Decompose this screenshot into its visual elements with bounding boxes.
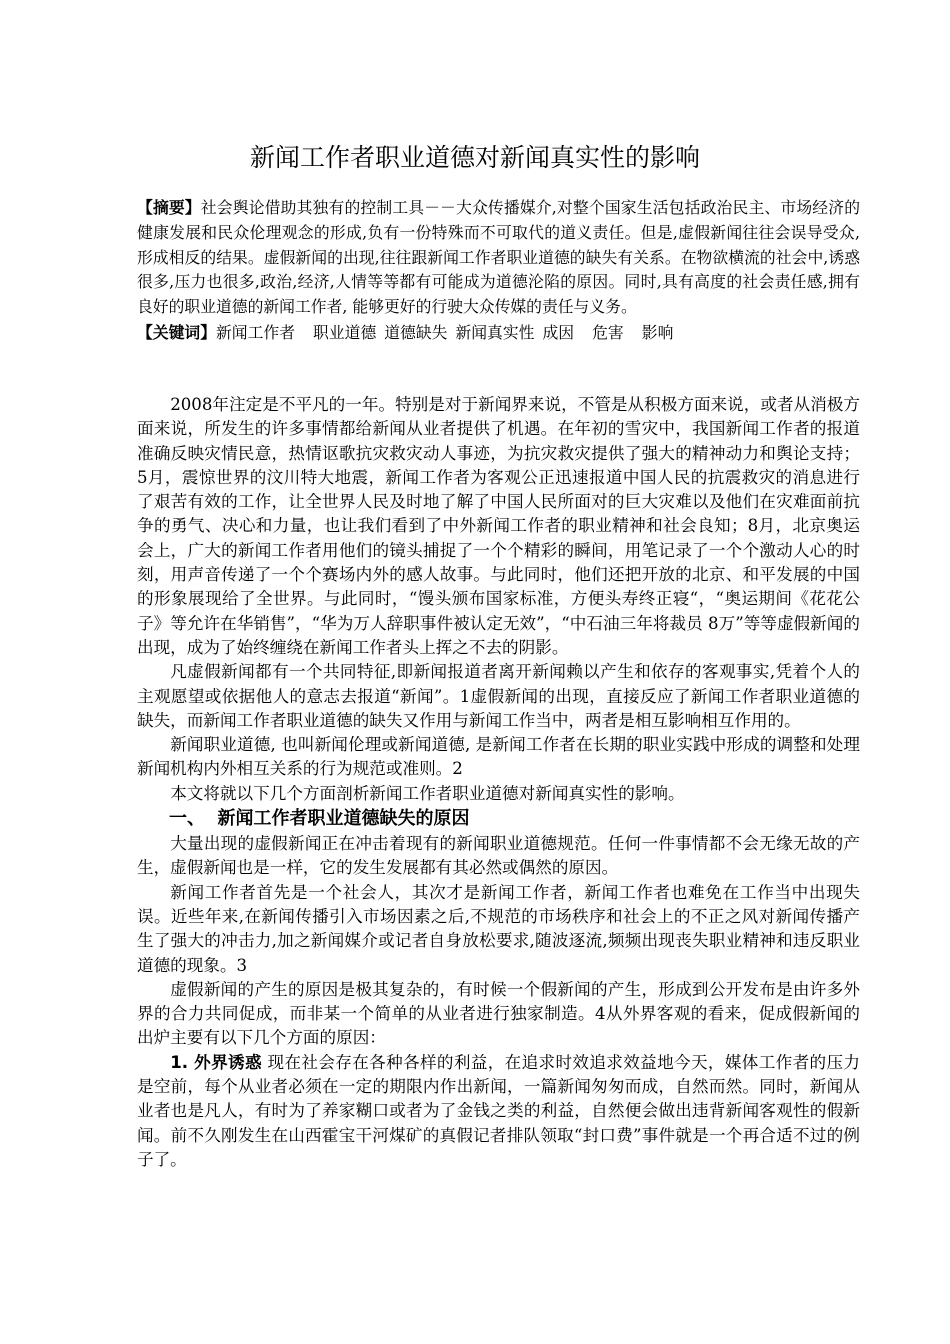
abstract-block: [137, 196, 860, 372]
keyword: 职业道德: [313, 322, 377, 342]
abstract-label: 【摘要】: [137, 198, 201, 217]
subsection-text: 现在社会存在各种各样的利益，在追求时效追求效益地今天，媒体工作者的压力是空前，每个从业者必须在一定的期限内作出新闻，一篇新闻匆匆而成，自然而然。同时，新闻从业者也是凡人，有时为了养家糊口或者为了金钱之类的利益，自然便会做出违背新闻客观性的假新闻。前不久刚发生在山西霍宝干河煤矿的真假记者排队领取“封口费”事件就是一个再合适不过的例子了。: [137, 1052, 860, 1169]
body-paragraph: 虚假新闻的产生的原因是极其复杂的，有时候一个假新闻的产生，形成到公开发布是由许多外界的合力共同促成，而非某一个简单的从业者进行独家制造。4从外界客观的看来，促成假新闻的出炉主要有以下几个方面的原因：: [137, 979, 860, 1048]
main-body: [137, 393, 860, 1172]
body-paragraph: 新闻职业道德, 也叫新闻伦理或新闻道德, 是新闻工作者在长期的职业实践中形成的调整和处理新闻机构内外相互关系的行为规范或准则。2: [137, 735, 860, 779]
keyword: 新闻工作者: [216, 322, 295, 342]
keywords-label: 【关键词】: [137, 322, 216, 342]
page-title: 新闻工作者职业道德对新闻真实性的影响: [249, 143, 700, 172]
keyword: 道德缺失: [384, 322, 448, 342]
abstract-paragraph: [137, 196, 860, 320]
body-paragraph: 新闻工作者首先是一个社会人，其次才是新闻工作者，新闻工作者也难免在工作当中出现失误。近些年来,在新闻传播引入市场因素之后,不规范的市场秩序和社会上的不正之风对新闻传播产生了强大的冲击力,加之新闻媒介或记者自身放松要求,随波逐流,频频出现丧失职业精神和违反职业道德的现象。3: [137, 882, 860, 975]
abstract-text: 社会舆论借助其独有的控制工具－－大众传播媒介,对整个国家生活包括政治民主、市场经济的健康发展和民众伦理观念的形成,负有一份特殊而不可取代的道义责任。但是,虚假新闻往往会误导受众,形成相反的结果。虚假新闻的出现,往往跟新闻工作者职业道德的缺失有关系。在物欲横流的社会中,诱惑很多,压力也很多,政治,经济,人情等等都有可能成为道德沦陷的原因。同时,具有高度的社会责任感,拥有良好的职业道德的新闻工作者, 能够更好的行驶大众传媒的责任与义务。: [137, 198, 860, 317]
body-paragraph: 2008年注定是不平凡的一年。特别是对于新闻界来说，不管是从积极方面来说，或者从消极方面来说，所发生的许多事情都给新闻从业者提供了机遇。在年初的雪灾中，我国新闻工作者的报道准确反映灾情民意，热情讴歌抗灾救灾动人事迹，为抗灾救灾提供了强大的精神动力和舆论支持；5月，震惊世界的汶川特大地震，新闻工作者为客观公正迅速报道中国人民的抗震救灾的消息进行了艰苦有效的工作，让全世界人民及时地了解了中国人民所面对的巨大灾难以及他们在灾难面前抗争的勇气、决心和力量，也让我们看到了中外新闻工作者的职业精神和社会良知；8月，北京奥运会上，广大的新闻工作者用他们的镜头捕捉了一个个精彩的瞬间，用笔记录了一个个激动人心的时刻，用声音传递了一个个赛场内外的感人故事。与此同时，他们还把开放的北京、和平发展的中国的形象展现给了全世界。与此同时，“馒头颁布国家标准，方便头寿终正寝“，“奥运期间《花花公子》等允许在华销售”，“华为万人辞职事件被认定无效”，“中石油三年将裁员 8万”等等虚假新闻的出现，成为了始终缠绕在新闻工作者头上挥之不去的阴影。: [137, 395, 860, 657]
keyword: 危害: [592, 322, 624, 342]
body-paragraph: 凡虚假新闻都有一个共同特征,即新闻报道者离开新闻赖以产生和依存的客观事实,凭着个人的主观愿望或依据他人的意志去报道“新闻”。1虚假新闻的出现，直接反应了新闻工作者职业道德的缺失，而新闻工作者职业道德的缺失又作用与新闻工作当中，两者是相互影响相互作用的。: [137, 662, 860, 730]
keyword: 新闻真实性: [455, 322, 535, 342]
body-paragraph: 本文将就以下几个方面剖析新闻工作者职业道德对新闻真实性的影响。: [170, 783, 685, 803]
keywords-line: [137, 321, 860, 346]
keyword: 影响: [641, 322, 674, 342]
body-paragraph: 大量出现的虚假新闻正在冲击着现有的新闻职业道德规范。任何一件事情都不会无缘无故的产生，虚假新闻也是一样，它的发生发展都有其必然或偶然的原因。: [137, 834, 860, 878]
keyword: 成因: [542, 322, 575, 342]
subsection-label: 1. 外界诱惑: [170, 1052, 262, 1072]
body-paragraph: [137, 1051, 860, 1172]
section-title: 新闻工作者职业道德缺失的原因: [217, 808, 470, 830]
section-heading: [137, 806, 860, 832]
section-number: 一、: [169, 808, 205, 830]
